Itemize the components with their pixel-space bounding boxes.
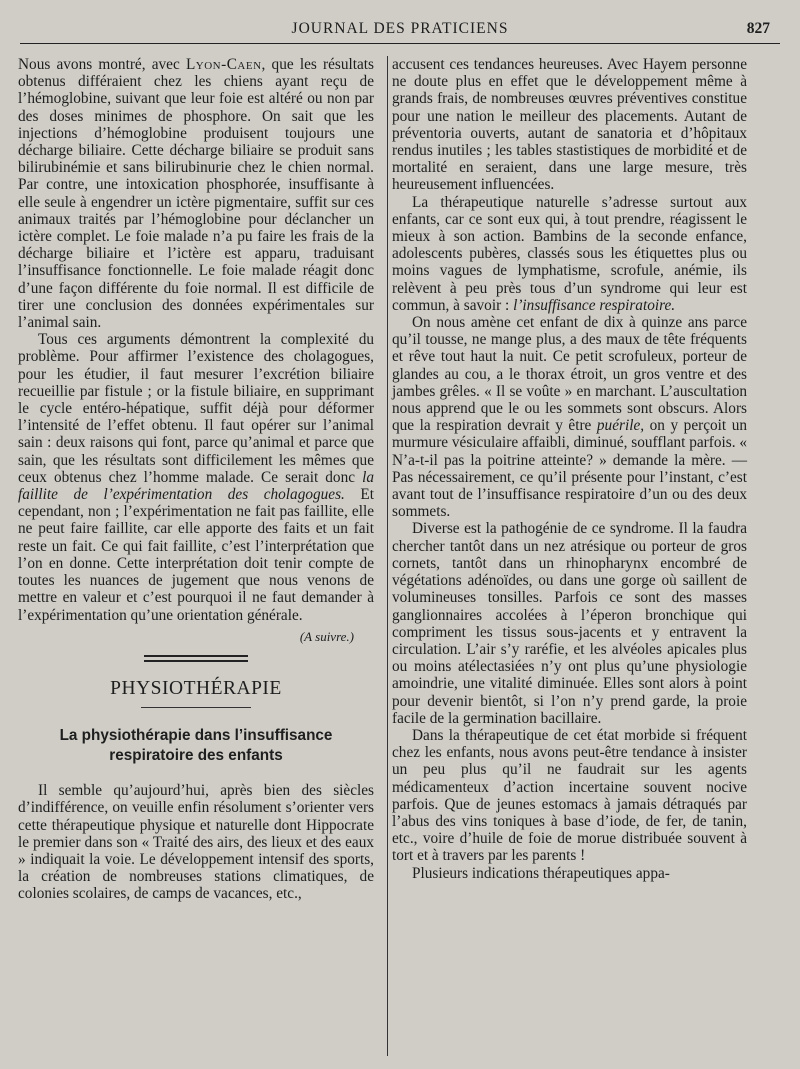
- article-title: [18, 726, 374, 766]
- paragraph: accusent ces tendances heureuses. Avec Hayem personne ne doute plus en effet que le développement même à grands frais, de nombreuses œuvres préventives constitue pour une nation le meilleur des placements. Autant de préventoria ouverts, autant de sanatoria et d’hôpitaux rendus inutiles ; les tables stastistiques de morbidité et de mortalité en seraient, dans une large mesure, très heureusement influencées.: [392, 56, 747, 194]
- text: La thérapeutique naturelle s’adresse surtout aux enfants, car ce sont eux qui, à tout prendre, réagissent le mieux à son action. Bambins de la seconde enfance, adolescents pubères, classés sous les étiquettes plus ou moins vagues de lymphatisme, scrofule, anémie, ils relèvent à peu près tous d’un syndrome qui leur est commun, à savoir :: [392, 193, 747, 314]
- italic-text: l’insuffisance respiratoire.: [513, 296, 676, 314]
- running-header: [20, 14, 780, 42]
- paragraph: Il semble qu’aujourd’hui, après bien des siècles d’indifférence, on veuille enfin résolument s’orienter vers cette thérapeutique physique et naturelle dont Hippocrate le premier dans son « Traité des airs, des lieux et des eaux » indiquait la voie. Le développement intensif des sports, la création de nombreuses stations climatiques, de colonies scolaires, de camps de vacances, etc.,: [18, 782, 374, 903]
- section-rule: [141, 707, 251, 708]
- text: Nous avons montré, avec: [18, 56, 186, 73]
- paragraph: Plusieurs indications thérapeutiques appa-: [412, 864, 670, 882]
- journal-title: JOURNAL DES PRATICIENS: [291, 20, 509, 37]
- left-column: [18, 56, 374, 903]
- double-rule: [144, 655, 248, 662]
- article-title-line: La physiothérapie dans l’insuffisance: [59, 727, 333, 745]
- paragraph: [392, 314, 747, 520]
- header-rule: [20, 43, 780, 44]
- paragraph: Diverse est la pathogénie de ce syndrome. Il la faudra chercher tantôt dans un nez atrésique ou porteur de gros cornets, tantôt dans un rhinopharynx encombré de végétations adénoïdes, ou dans une gorge où saillent de volumineuses tonsilles. Parfois ce sont des masses ganglionnaires accolées à l’éperon bronchique qui compriment les tissus sous-jacents et y entravent la circulation. L’air s’y raréfie, et les alvéoles apicales plus ou moins atélectasiées n’y ont plus qu’une physiologie amoindrie, une vitalité diminuée. Elles sont alors à point pour devenir bientôt, si l’on n’y prend garde, la proie facile de la germination bacillaire.: [392, 520, 747, 727]
- paragraph: Dans la thérapeutique de cet état morbide si fréquent chez les enfants, nous avons peut-être tendance à insister un peu plus qu’il ne faudrait sur les agents médicamenteux d’action incertaine souvent nocive parfois. Que de jeunes estomacs à jamais détraqués par l’abus des vins toniques à base d’iode, de fer, de tanin, etc., voire d’huile de foie de morue distribuée souvent à tort et à travers par les parents !: [392, 726, 747, 865]
- italic-text: la faillite de l’expérimentation des cholagogues.: [18, 468, 374, 504]
- paragraph: [18, 56, 374, 331]
- column-divider: [387, 56, 388, 1056]
- section-title: PHYSIOTHÉRAPIE: [110, 677, 282, 699]
- author-name: Lyon-Caen: [185, 56, 262, 73]
- text: Et cependant, non ; l’expérimentation ne fait pas faillite, elle ne peut faire faillite, car elle apporte des faits et un fait reste un fait. Ce qui fait faillite, c’est l’interprétation que l’on en donne. Cette interprétation doit tenir compte de toutes les nuances de jugement que nous venons de mettre en valeur et c’est pourquoi il ne faut demander à l’expérimentation qu’une orientation générale.: [18, 486, 375, 624]
- italic-text: puérile,: [596, 417, 645, 435]
- text: , que les résultats obtenus différaient chez les chiens ayant reçu de l’hémoglobine, suivant que leur foie est altéré ou non par des doses minimes de phosphore. On sait que les injections d’hémoglobine produisent toujours une décharge biliaire. Cette décharge biliaire se produit sans bilirubinémie et sans bilirubinurie chez le chien normal. Par contre, une intoxication phosphorée, insuffisante à elle seule à engendrer un ictère pigmentaire, suffit sur ces animaux traités par l’hémoglobine pour déclancher un ictère complet. Le foie malade n’a pu faire les frais de la décharge biliaire et l’ictère est apparu, traduisant l’insuffisance fonctionnelle. Le foie malade réagit donc d’une façon différente du foie normal. Il est difficile de tirer une conclusion des données expérimentales sur l’animal sain.: [18, 56, 374, 332]
- page-number: 827: [746, 20, 770, 37]
- paragraph: [392, 194, 747, 314]
- text: Tous ces arguments démontrent la complexité du problème. Pour affirmer l’existence des cholagogues, pour les étudier, il faut mesurer l’excrétion biliaire recueillie par fistule ; or la fistule biliaire, en supprimant le cycle entéro-hépatique, suffit déjà pour déformer l’intensité de l’effet obtenu. Il faut opérer sur l’animal sain : deux raisons qui font, parce qu’animal et parce que sain, que les résultats sont difficilement les mêmes que ceux obtenus chez l’homme malade. Ce serait donc: [18, 331, 374, 486]
- text: on y perçoit un murmure vésiculaire affaibli, diminué, soufflant parfois. « N’a-t-il pas la poitrine atteinte? » demande la mère. — Pas nécessairement, ce qu’il présente pour l’instant, c’est avant tout de l’insuffisance respiratoire d’un ou des deux sommets.: [392, 417, 747, 521]
- right-column: [392, 56, 747, 882]
- article-title-line: respiratoire des enfants: [109, 747, 283, 765]
- text: On nous amène cet enfant de dix à quinze ans parce qu’il tousse, ne mange plus, a des maux de tête fréquents et rêve tout haut la nuit. Ce petit scrofuleux, porteur de glandes au cou, a le thorax étroit, un gros ventre et des jambes grêles. « Il se voûte » en marchant. L’auscultation nous apprend que le ou les sommets sont obscurs. Alors que la respiration devrait y être: [392, 314, 747, 435]
- paragraph: [18, 331, 374, 623]
- to-be-continued: (A suivre.): [299, 628, 354, 644]
